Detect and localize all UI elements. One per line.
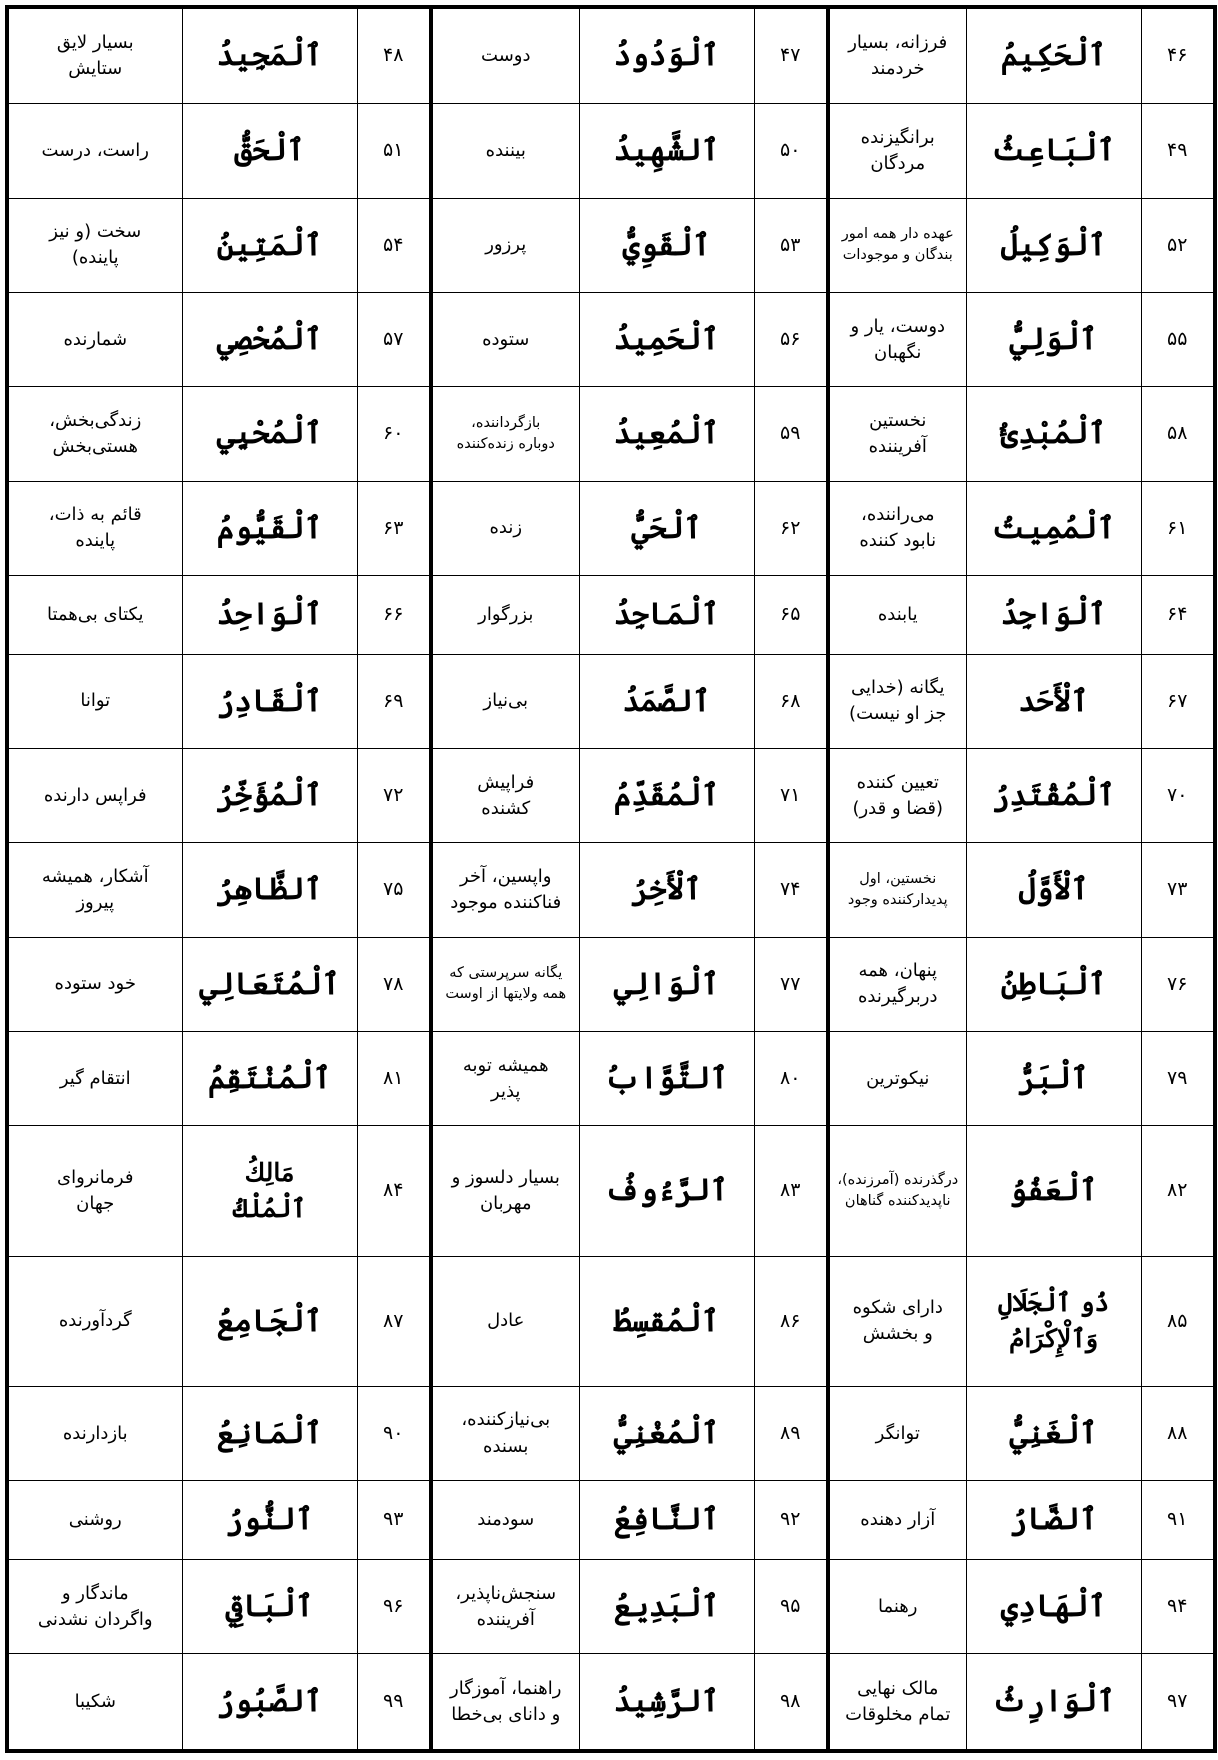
persian-meaning: یکتای بی‌همتا — [7, 575, 182, 654]
table-row — [7, 1256, 1215, 1386]
name-number: ۵۴ — [357, 198, 431, 292]
table-row — [7, 1481, 1215, 1560]
persian-meaning: عهده دار همه امور بندگان و موجودات — [828, 198, 966, 292]
arabic-name: ٱلصَّبُورُ — [182, 1654, 357, 1751]
persian-meaning: یگانه (خدایی جز او نیست) — [828, 654, 966, 748]
persian-meaning: مالک نهایی تمام مخلوقات — [828, 1654, 966, 1751]
name-number: ۷۵ — [357, 843, 431, 937]
persian-meaning: فراپس دارنده — [7, 749, 182, 843]
persian-meaning: راست، درست — [7, 104, 182, 198]
persian-meaning: فرزانه، بسیار خردمند — [828, 7, 966, 104]
name-number: ۵۸ — [1141, 387, 1215, 481]
table-row — [7, 843, 1215, 937]
arabic-name: ٱلْحَكِيمُ — [966, 7, 1141, 104]
table-row — [7, 654, 1215, 748]
arabic-name: ٱلْمُتَعَالِي — [182, 937, 357, 1031]
table-row — [7, 1126, 1215, 1256]
table-row — [7, 1386, 1215, 1480]
name-number: ۶۶ — [357, 575, 431, 654]
persian-meaning: یابنده — [828, 575, 966, 654]
persian-meaning: پنهان، همه دربرگیرنده — [828, 937, 966, 1031]
arabic-name: ٱلْعَفُوُ — [966, 1126, 1141, 1256]
arabic-name: ٱلْمُمِيتُ — [966, 481, 1141, 575]
table-row — [7, 1654, 1215, 1751]
persian-meaning: دوست، یار و نگهبان — [828, 293, 966, 387]
persian-meaning: فراپیش کشنده — [431, 749, 579, 843]
name-number: ۹۴ — [1141, 1560, 1215, 1654]
persian-meaning: ماندگار و واگردان نشدنی — [7, 1560, 182, 1654]
name-number: ۷۷ — [754, 937, 828, 1031]
name-number: ۸۶ — [754, 1256, 828, 1386]
name-number: ۷۲ — [357, 749, 431, 843]
arabic-name: ٱلْجَامِعُ — [182, 1256, 357, 1386]
persian-meaning: می‌راننده، نابود کننده — [828, 481, 966, 575]
persian-meaning: بزرگوار — [431, 575, 579, 654]
name-number: ۸۴ — [357, 1126, 431, 1256]
persian-meaning: خود ستوده — [7, 937, 182, 1031]
name-number: ۷۹ — [1141, 1032, 1215, 1126]
name-number: ۵۳ — [754, 198, 828, 292]
name-number: ۴۶ — [1141, 7, 1215, 104]
arabic-name: ٱلْمُؤَخِّرُ — [182, 749, 357, 843]
names-table — [5, 5, 1217, 1753]
arabic-name: ٱلْهَادِي — [966, 1560, 1141, 1654]
arabic-name: ٱلْبَاطِنُ — [966, 937, 1141, 1031]
arabic-name: ٱلْوَدُودُ — [579, 7, 754, 104]
name-number: ۷۸ — [357, 937, 431, 1031]
arabic-name: ٱلْمُحْصِي — [182, 293, 357, 387]
name-number: ۶۳ — [357, 481, 431, 575]
arabic-name: ٱلْمُقَدِّمُ — [579, 749, 754, 843]
arabic-name: ٱلْقَوِيُّ — [579, 198, 754, 292]
arabic-name: ٱلْمُعِيدُ — [579, 387, 754, 481]
name-number: ۹۸ — [754, 1654, 828, 1751]
persian-meaning: بازدارنده — [7, 1386, 182, 1480]
arabic-name: ٱلتَّوَّابُ — [579, 1032, 754, 1126]
arabic-name: ٱلْوَاجِدُ — [966, 575, 1141, 654]
persian-meaning: زنده — [431, 481, 579, 575]
persian-meaning: بی‌نیاز — [431, 654, 579, 748]
name-number: ۸۵ — [1141, 1256, 1215, 1386]
persian-meaning: فرمانروای جهان — [7, 1126, 182, 1256]
persian-meaning: پرزور — [431, 198, 579, 292]
name-number: ۴۸ — [357, 7, 431, 104]
arabic-name: ٱلْبَدِيعُ — [579, 1560, 754, 1654]
arabic-name: ٱلْوَارِثُ — [966, 1654, 1141, 1751]
persian-meaning: توانا — [7, 654, 182, 748]
table-row — [7, 293, 1215, 387]
name-number: ۹۰ — [357, 1386, 431, 1480]
name-number: ۸۲ — [1141, 1126, 1215, 1256]
name-number: ۷۶ — [1141, 937, 1215, 1031]
arabic-name: ٱلنَّافِعُ — [579, 1481, 754, 1560]
persian-meaning: بی‌نیازکننده، بسنده — [431, 1386, 579, 1480]
table-row — [7, 198, 1215, 292]
persian-meaning: نیکوترین — [828, 1032, 966, 1126]
arabic-name: ٱلْوَلِيُّ — [966, 293, 1141, 387]
persian-meaning: عادل — [431, 1256, 579, 1386]
arabic-name: ٱلظَّاهِرُ — [182, 843, 357, 937]
name-number: ۵۵ — [1141, 293, 1215, 387]
arabic-name: ٱلْأَوَّلُ — [966, 843, 1141, 937]
table-row — [7, 749, 1215, 843]
persian-meaning: شکیبا — [7, 1654, 182, 1751]
table-row — [7, 575, 1215, 654]
persian-meaning: انتقام گیر — [7, 1032, 182, 1126]
persian-meaning: گردآورنده — [7, 1256, 182, 1386]
persian-meaning: بسیار دلسوز و مهربان — [431, 1126, 579, 1256]
arabic-name: ٱلْغَنِيُّ — [966, 1386, 1141, 1480]
arabic-name: ٱلْمَجِيدُ — [182, 7, 357, 104]
name-number: ۷۴ — [754, 843, 828, 937]
arabic-name: ٱلْبَاعِثُ — [966, 104, 1141, 198]
arabic-name: ٱلشَّهِيدُ — [579, 104, 754, 198]
name-number: ۸۹ — [754, 1386, 828, 1480]
persian-meaning: دوست — [431, 7, 579, 104]
persian-meaning: سنجش‌ناپذیر، آفریننده — [431, 1560, 579, 1654]
persian-meaning: بسیار لایق ستایش — [7, 7, 182, 104]
persian-meaning: توانگر — [828, 1386, 966, 1480]
name-number: ۶۴ — [1141, 575, 1215, 654]
arabic-name: ٱلْحَيُّ — [579, 481, 754, 575]
table-body — [7, 7, 1215, 1751]
arabic-name: ٱلْبَاقِي — [182, 1560, 357, 1654]
arabic-name: ٱلْمُبْدِئُ — [966, 387, 1141, 481]
persian-meaning: سودمند — [431, 1481, 579, 1560]
persian-meaning: نخستین آفریننده — [828, 387, 966, 481]
name-number: ۵۰ — [754, 104, 828, 198]
arabic-name: ٱلْوَكِيلُ — [966, 198, 1141, 292]
name-number: ۵۱ — [357, 104, 431, 198]
arabic-name: ٱلْمَانِعُ — [182, 1386, 357, 1480]
arabic-name: ٱلْحَقُّ — [182, 104, 357, 198]
name-number: ۶۸ — [754, 654, 828, 748]
persian-meaning: دارای شکوه و بخشش — [828, 1256, 966, 1386]
arabic-name: ٱلْأَخِرُ — [579, 843, 754, 937]
name-number: ۶۵ — [754, 575, 828, 654]
name-number: ۷۰ — [1141, 749, 1215, 843]
name-number: ۵۷ — [357, 293, 431, 387]
name-number: ۹۷ — [1141, 1654, 1215, 1751]
arabic-name: ٱلضَّارُ — [966, 1481, 1141, 1560]
name-number: ۹۶ — [357, 1560, 431, 1654]
persian-meaning: بیننده — [431, 104, 579, 198]
name-number: ۵۶ — [754, 293, 828, 387]
name-number: ۸۰ — [754, 1032, 828, 1126]
arabic-name: ٱلصَّمَدُ — [579, 654, 754, 748]
name-number: ۴۷ — [754, 7, 828, 104]
persian-meaning: همیشه توبه پذیر — [431, 1032, 579, 1126]
persian-meaning: واپسین، آخر فناکننده موجود — [431, 843, 579, 937]
arabic-name: ٱلْمَتِينُ — [182, 198, 357, 292]
arabic-name: ٱلْمُقْتَدِرُ — [966, 749, 1141, 843]
arabic-name: ٱلْأَحَد — [966, 654, 1141, 748]
table-row — [7, 104, 1215, 198]
arabic-name: ٱلْحَمِيدُ — [579, 293, 754, 387]
name-number: ۶۱ — [1141, 481, 1215, 575]
arabic-name: ٱلْبَرُّ — [966, 1032, 1141, 1126]
arabic-name: مَالِكُ ٱلْمُلْكُ — [182, 1126, 357, 1256]
table-row — [7, 1032, 1215, 1126]
persian-meaning: برانگیزنده مردگان — [828, 104, 966, 198]
name-number: ۸۸ — [1141, 1386, 1215, 1480]
arabic-name: ٱلْقَيُّومُ — [182, 481, 357, 575]
persian-meaning: درگذرنده (آمرزنده)، ناپدیدکننده گناهان — [828, 1126, 966, 1256]
arabic-name: ٱلرَّشِيدُ — [579, 1654, 754, 1751]
persian-meaning: یگانه سرپرستی که همه ولایتها از اوست — [431, 937, 579, 1031]
name-number: ۹۵ — [754, 1560, 828, 1654]
persian-meaning: سخت (و نیز پاینده) — [7, 198, 182, 292]
name-number: ۸۳ — [754, 1126, 828, 1256]
table-row — [7, 1560, 1215, 1654]
name-number: ۶۲ — [754, 481, 828, 575]
arabic-name: ٱلْوَالِي — [579, 937, 754, 1031]
name-number: ۵۲ — [1141, 198, 1215, 292]
table-row — [7, 937, 1215, 1031]
arabic-name: ٱلْمَاجِدُ — [579, 575, 754, 654]
arabic-name: ٱلْمُغْنِيُّ — [579, 1386, 754, 1480]
persian-meaning: شمارنده — [7, 293, 182, 387]
name-number: ۶۹ — [357, 654, 431, 748]
name-number: ۵۹ — [754, 387, 828, 481]
name-number: ۶۷ — [1141, 654, 1215, 748]
name-number: ۹۹ — [357, 1654, 431, 1751]
table-row — [7, 481, 1215, 575]
arabic-name: ذُو ٱلْجَلَالِ وَٱلْإِكْرَامُ — [966, 1256, 1141, 1386]
persian-meaning: آشکار، همیشه پیروز — [7, 843, 182, 937]
persian-meaning: نخستین، اول پدیدارکننده وجود — [828, 843, 966, 937]
name-number: ۴۹ — [1141, 104, 1215, 198]
persian-meaning: روشنی — [7, 1481, 182, 1560]
arabic-name: ٱلْمُنْتَقِمُ — [182, 1032, 357, 1126]
arabic-name: ٱلْمُقسِطُ — [579, 1256, 754, 1386]
persian-meaning: بازگرداننده، دوباره زنده‌کننده — [431, 387, 579, 481]
arabic-name: ٱلْمُحْيِي — [182, 387, 357, 481]
persian-meaning: رهنما — [828, 1560, 966, 1654]
persian-meaning: قائم به ذات، پاینده — [7, 481, 182, 575]
name-number: ۷۳ — [1141, 843, 1215, 937]
name-number: ۸۷ — [357, 1256, 431, 1386]
name-number: ۶۰ — [357, 387, 431, 481]
arabic-name: ٱلرَّءُوفُ — [579, 1126, 754, 1256]
table-row — [7, 387, 1215, 481]
table-row — [7, 7, 1215, 104]
arabic-name: ٱلْقَادِرُ — [182, 654, 357, 748]
name-number: ۹۲ — [754, 1481, 828, 1560]
persian-meaning: تعیین کننده (قضا و قدر) — [828, 749, 966, 843]
arabic-name: ٱلْوَاحِدُ — [182, 575, 357, 654]
name-number: ۹۳ — [357, 1481, 431, 1560]
name-number: ۹۱ — [1141, 1481, 1215, 1560]
arabic-name: ٱلنُّورُ — [182, 1481, 357, 1560]
persian-meaning: راهنما، آموزگار و دانای بی‌خطا — [431, 1654, 579, 1751]
persian-meaning: ستوده — [431, 293, 579, 387]
persian-meaning: زندگی‌بخش، هستی‌بخش — [7, 387, 182, 481]
name-number: ۸۱ — [357, 1032, 431, 1126]
persian-meaning: آزار دهنده — [828, 1481, 966, 1560]
name-number: ۷۱ — [754, 749, 828, 843]
